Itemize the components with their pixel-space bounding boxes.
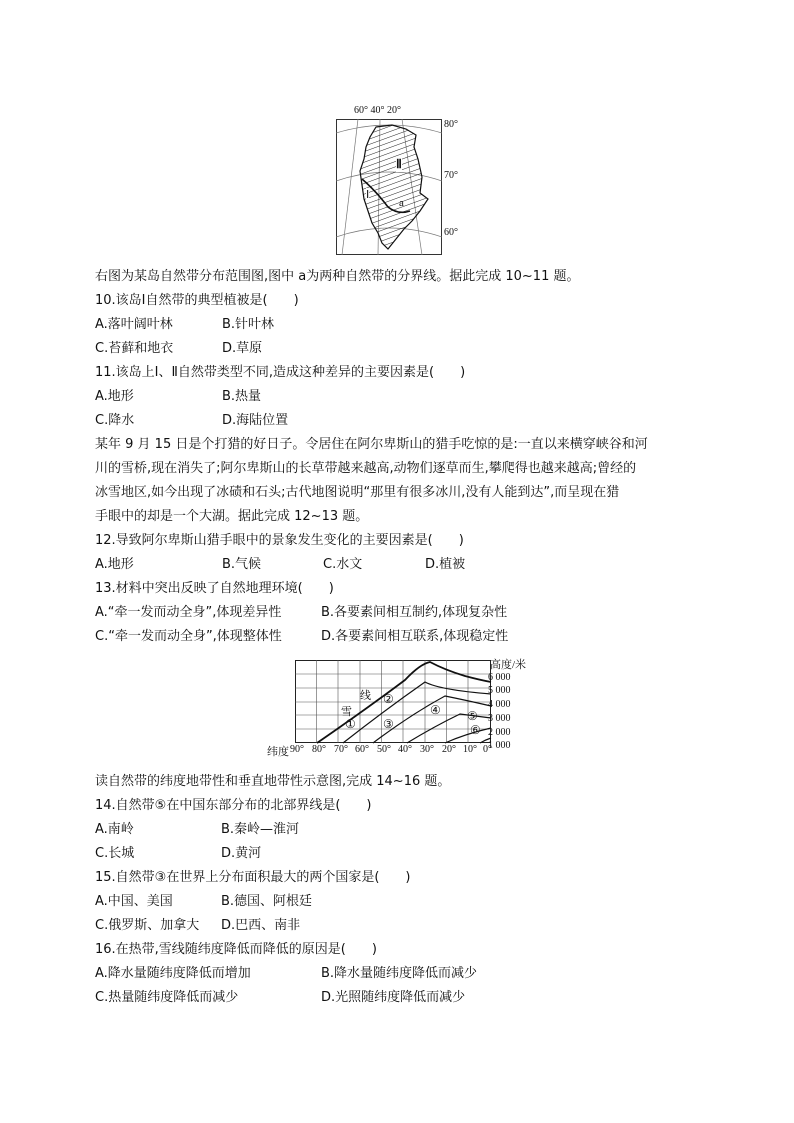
zone-4-label: ④ — [430, 703, 441, 717]
q16-option-d: D.光照随纬度降低而减少 — [321, 990, 466, 1005]
q14-option-d: D.黄河 — [221, 846, 262, 861]
q10-option-d: D.草原 — [222, 341, 263, 356]
snow-line-label-2: 雪 — [341, 706, 352, 718]
q12-option-b: B.气候 — [222, 557, 262, 572]
q15-option-d: D.巴西、南非 — [221, 918, 301, 933]
snow-line-label-1: 线 — [360, 690, 371, 702]
q16-option-a: A.降水量随纬度降低而增加 — [95, 966, 251, 981]
zone-1-label: ① — [345, 717, 356, 731]
lat-tick-30: 30° — [420, 744, 434, 755]
q12-option-d: D.植被 — [425, 557, 466, 572]
q15-option-c: C.俄罗斯、加拿大 — [95, 918, 200, 933]
q16-stem: 16.在热带,雪线随纬度降低而降低的原因是( ) — [95, 942, 377, 957]
lat-tick-20: 20° — [442, 744, 456, 755]
q14-option-c: C.长城 — [95, 846, 135, 861]
passage-line-3: 冰雪地区,如今出现了冰碛和石头;古代地图说明“那里有很多冰川,没有人能到达”,而呈现在猎 — [95, 485, 620, 500]
passage-line-1: 某年 9 月 15 日是个打猎的好日子。令居住在阿尔卑斯山的猎手吃惊的是:一直以来横穿峡谷和河 — [95, 437, 648, 452]
q10-option-b: B.针叶林 — [222, 317, 275, 332]
map-lat-70: 70° — [444, 170, 458, 181]
island-map-figure — [336, 103, 466, 255]
height-tick-5000: 5 000 — [488, 685, 511, 696]
height-tick-2000: 2 000 — [488, 727, 511, 738]
q14-stem: 14.自然带⑤在中国东部分布的北部界线是( ) — [95, 798, 372, 813]
zone-2-label: ② — [383, 692, 394, 706]
zonation-diagram — [265, 652, 535, 762]
lat-tick-0: 0° — [483, 744, 492, 755]
q12-option-a: A.地形 — [95, 557, 134, 572]
height-tick-4000: 4 000 — [488, 699, 511, 710]
passage-line-2: 川的雪桥,现在消失了;阿尔卑斯山的长草带越来越高,动物们逐草而生,攀爬得也越来越高;曾经的 — [95, 461, 637, 476]
q13-stem: 13.材料中突出反映了自然地理环境( ) — [95, 581, 334, 596]
map-boundary-a-label: a — [399, 197, 404, 209]
map-longitude-labels: 60° 40° 20° — [354, 105, 401, 116]
q10-option-a: A.落叶阔叶林 — [95, 317, 173, 332]
q13-option-a: A.“牵一发而动全身”,体现差异性 — [95, 605, 282, 620]
q11-stem: 11.该岛上Ⅰ、Ⅱ自然带类型不同,造成这种差异的主要因素是( ) — [95, 365, 466, 380]
q10-option-c: C.苔藓和地衣 — [95, 341, 174, 356]
q13-option-b: B.各要素间相互制约,体现复杂性 — [321, 605, 508, 620]
height-axis-title: 高度/米 — [490, 659, 527, 671]
map-lat-60: 60° — [444, 227, 458, 238]
map-lat-80: 80° — [444, 119, 458, 130]
q14-option-b: B.秦岭—淮河 — [221, 822, 300, 837]
q11-option-b: B.热量 — [222, 389, 262, 404]
q13-option-c: C.“牵一发而动全身”,体现整体性 — [95, 629, 282, 644]
q16-option-b: B.降水量随纬度降低而减少 — [321, 966, 478, 981]
intro-q14-16: 读自然带的纬度地带性和垂直地带性示意图,完成 14~16 题。 — [95, 774, 451, 789]
latitude-axis-title: 纬度 — [267, 746, 289, 758]
lat-tick-80: 80° — [312, 744, 326, 755]
lat-tick-10: 10° — [463, 744, 477, 755]
q15-stem: 15.自然带③在世界上分布面积最大的两个国家是( ) — [95, 870, 411, 885]
q11-option-c: C.降水 — [95, 413, 135, 428]
q10-stem: 10.该岛Ⅰ自然带的典型植被是( ) — [95, 293, 299, 308]
lat-tick-70: 70° — [334, 744, 348, 755]
passage-line-4: 手眼中的却是一个大湖。据此完成 12~13 题。 — [95, 509, 369, 524]
q15-option-b: B.德国、阿根廷 — [221, 894, 313, 909]
q15-option-a: A.中国、美国 — [95, 894, 173, 909]
lat-tick-90: 90° — [290, 744, 304, 755]
height-tick-1000: 1 000 — [488, 740, 511, 751]
q12-option-c: C.水文 — [323, 557, 363, 572]
lat-tick-40: 40° — [398, 744, 412, 755]
q16-option-c: C.热量随纬度降低而减少 — [95, 990, 239, 1005]
lat-tick-60: 60° — [355, 744, 369, 755]
island-map — [336, 119, 442, 255]
zone-6-label: ⑥ — [470, 723, 481, 737]
q12-stem: 12.导致阿尔卑斯山猎手眼中的景象发生变化的主要因素是( ) — [95, 533, 464, 548]
q11-option-a: A.地形 — [95, 389, 134, 404]
lat-tick-50: 50° — [377, 744, 391, 755]
height-tick-6000: 6 000 — [488, 672, 511, 683]
map-zone-ii-label: Ⅱ — [396, 157, 402, 171]
map-zone-i-label: Ⅰ — [366, 189, 370, 201]
zonation-grid — [295, 660, 495, 752]
zone-5-label: ⑤ — [467, 709, 478, 723]
zone-3-label: ③ — [383, 717, 394, 731]
height-tick-3000: 3 000 — [488, 713, 511, 724]
q11-option-d: D.海陆位置 — [222, 413, 289, 428]
q14-option-a: A.南岭 — [95, 822, 134, 837]
q13-option-d: D.各要素间相互联系,体现稳定性 — [321, 629, 509, 644]
intro-q10-11: 右图为某岛自然带分布范围图,图中 a为两种自然带的分界线。据此完成 10~11 题。 — [95, 269, 580, 284]
